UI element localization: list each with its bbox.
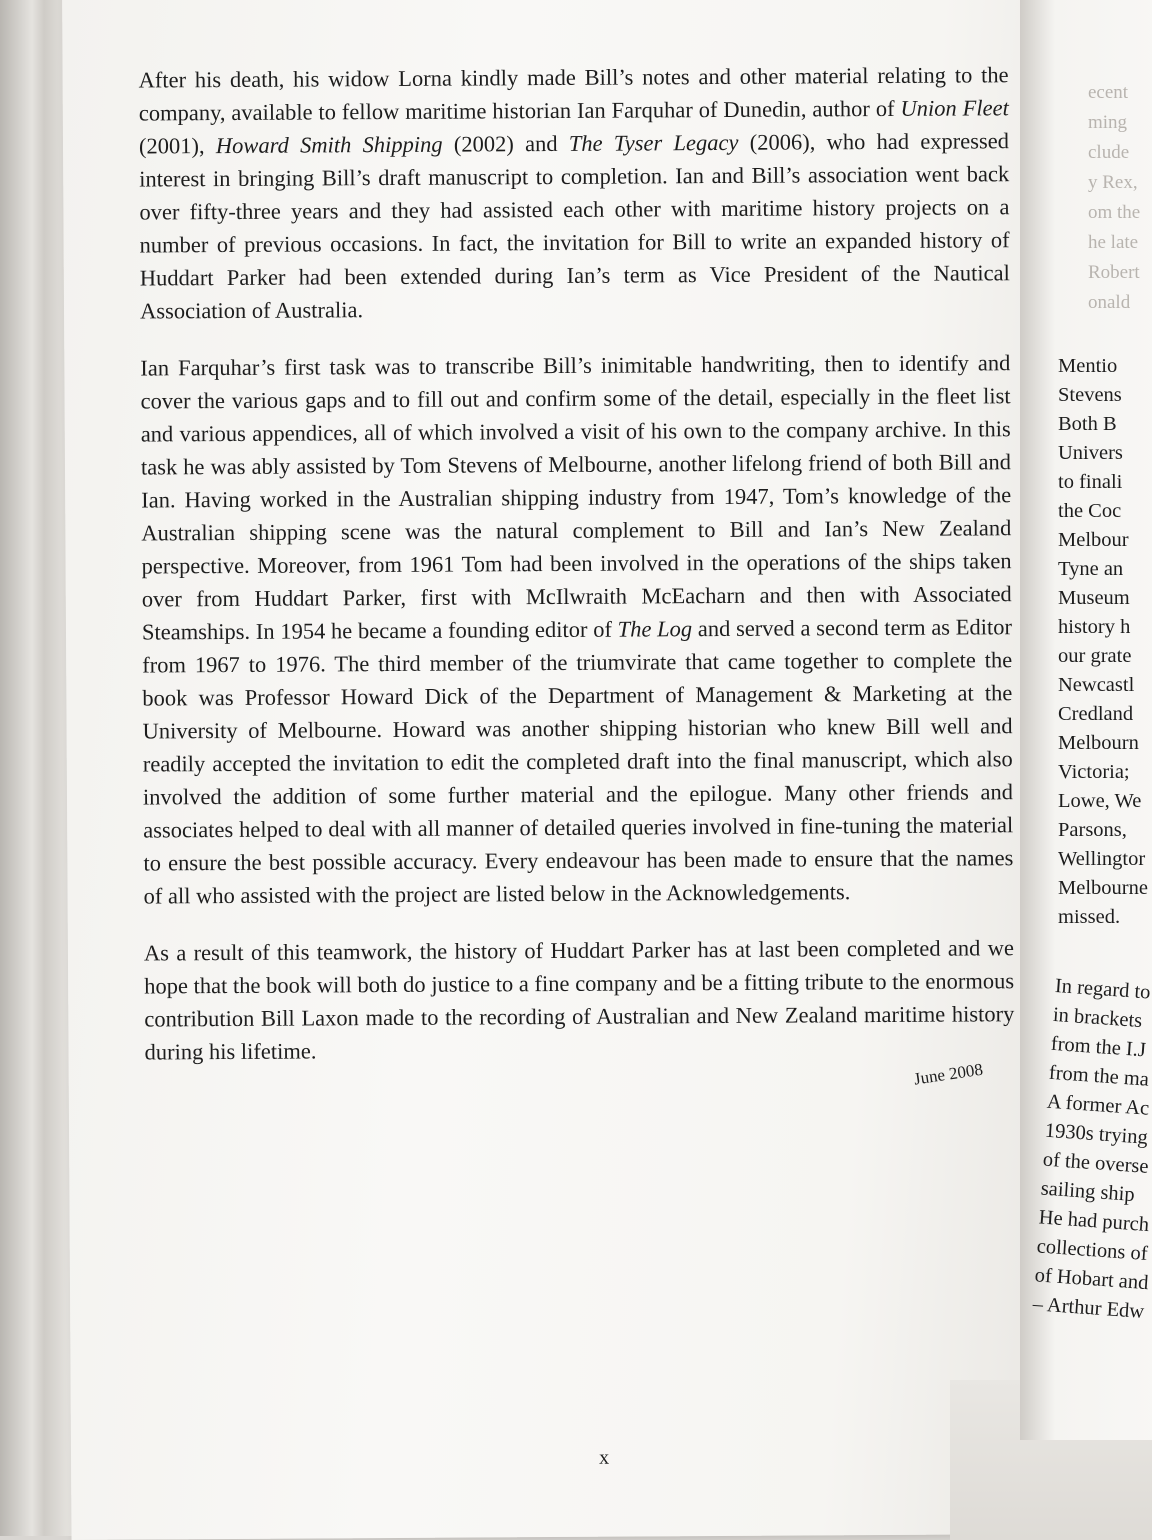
right-page-line: our grate — [1058, 645, 1132, 667]
page-number: x — [598, 1446, 610, 1469]
show-through-line: clude — [1088, 142, 1130, 163]
right-page-line: from the I.J — [1050, 1032, 1147, 1062]
book-title-union-fleet: Union Fleet — [900, 95, 1009, 121]
book-title-tyser-legacy: The Tyser Legacy — [568, 129, 739, 156]
show-through-line: y Rex, — [1088, 172, 1138, 193]
right-page-line: Melbourne — [1058, 877, 1148, 899]
main-text — [139, 58, 1015, 1092]
right-page-line: Victoria; — [1058, 761, 1130, 783]
right-page-line: Both B — [1058, 413, 1117, 435]
show-through-line: he late — [1088, 232, 1139, 253]
right-page-line: A former Ac — [1046, 1090, 1150, 1120]
right-page-line: history h — [1058, 616, 1131, 638]
book-title-howard-smith: Howard Smith Shipping — [215, 131, 443, 159]
right-page-line: Tyne an — [1058, 558, 1124, 580]
right-page-text-top — [1058, 352, 1148, 932]
show-through-line: Robert — [1088, 262, 1140, 283]
right-page-line: of the overse — [1042, 1148, 1150, 1178]
right-page-line: to finali — [1058, 471, 1123, 493]
right-page-line: He had purch — [1038, 1206, 1150, 1237]
right-page-line: Melbour — [1058, 529, 1129, 551]
right-page-line: Newcastl — [1058, 674, 1135, 696]
right-page-line: Credland — [1058, 703, 1134, 725]
book-page-left — [62, 0, 1040, 1540]
right-page-line: from the ma — [1048, 1061, 1150, 1091]
book-page-right — [1020, 0, 1152, 1440]
right-page-line: 1930s trying — [1044, 1119, 1149, 1149]
right-page-line: – Arthur Edw — [1032, 1293, 1145, 1323]
right-page-line: Wellingtor — [1058, 848, 1146, 870]
right-page-line: Univers — [1058, 442, 1123, 464]
right-page-line: in brackets — [1052, 1003, 1143, 1033]
right-page-line: Lowe, We — [1058, 790, 1142, 812]
paragraph-3: As a result of this teamwork, the history of Huddart Parker has at last been completed and we hope that the book will both do justice to a fine company and be a fitting tribute to the enormous contribution Bill Laxon made to the recording of Australian and New Zealand maritime history during his lifetime. — [143, 935, 1015, 1065]
show-through-line: ming — [1088, 112, 1128, 133]
right-page-line: the Coc — [1058, 500, 1122, 522]
right-page-line: Parsons, — [1058, 819, 1127, 841]
right-page-line: Mentio — [1058, 355, 1118, 377]
date-signature: June 2008 — [912, 1059, 985, 1089]
journal-title-the-log: The Log — [617, 616, 693, 642]
right-page-line: sailing ship — [1040, 1177, 1136, 1206]
right-page-line: collections of — [1036, 1235, 1149, 1266]
right-page-line: In regard to — [1054, 974, 1152, 1004]
show-through-text — [1088, 78, 1140, 318]
right-page-line: Stevens — [1058, 384, 1122, 406]
show-through-line: onald — [1088, 292, 1131, 313]
right-page-line: Museum — [1058, 587, 1130, 609]
paragraph-2: Ian Farquhar’s first task was to transcribe Bill’s inimitable handwriting, then to identify and cover the various gaps and to fill out and confirm some of the detail, especially in the fleet list and various appendices, all of which involved a visit of his own to the company archive. In this task he was ably assisted by Tom Stevens of Melbourne, another lifelong friend of both Bill and Ian. Having worked in the Australian shipping industry from 1947, Tom’s knowledge of the Australian shipping scene was the natural complement to Bill and Ian’s New Zealand perspective. Moreover, from 1961 Tom had been involved in the operations of the ships taken over from Huddart Parker, first with McIlwraith McEacharn and then with Associated Steamships. In 1954 he became a founding editor of The Log and served a second term as Editor from 1967 to 1976. The third member of the triumvirate that came together to complete the book was Professor Howard Dick of the Department of Management & Marketing at the University of Melbourne. Howard was another shipping historian who knew Bill well and readily accepted the invitation to edit the completed draft into the final manuscript, which also involved the addition of some further material and the epilogue. Many other friends and associates helped to deal with all manner of detailed queries involved in fine-tuning the material to ensure the best possible accuracy. Every endeavour has been made to ensure that the names of all who assisted with the project are listed below in the Acknowledgements. — [140, 350, 1014, 909]
paragraph-1: After his death, his widow Lorna kindly made Bill’s notes and other material relating to the company, available to fellow maritime historian Ian Farquhar of Dunedin, author of Union Fleet (2001), Howard Smith Shipping (2002) and The Tyser Legacy (2006), who had expressed interest in bringing Bill’s draft manuscript to completion. Ian and Bill’s association went back over fifty-three years and they had assisted each other with maritime history projects on a number of previous occasions. In fact, the invitation for Bill to write an expanded history of Huddart Parker had been extended during Ian’s term as Vice President of the Nautical Association of Australia. — [138, 62, 1010, 324]
right-page-line: Melbourn — [1058, 732, 1139, 754]
right-page-text-bottom — [1032, 972, 1152, 1327]
show-through-line: ecent — [1088, 82, 1129, 103]
right-page-line: of Hobart and — [1034, 1264, 1150, 1295]
right-page-line: missed. — [1058, 906, 1121, 928]
show-through-line: om the — [1088, 202, 1141, 223]
